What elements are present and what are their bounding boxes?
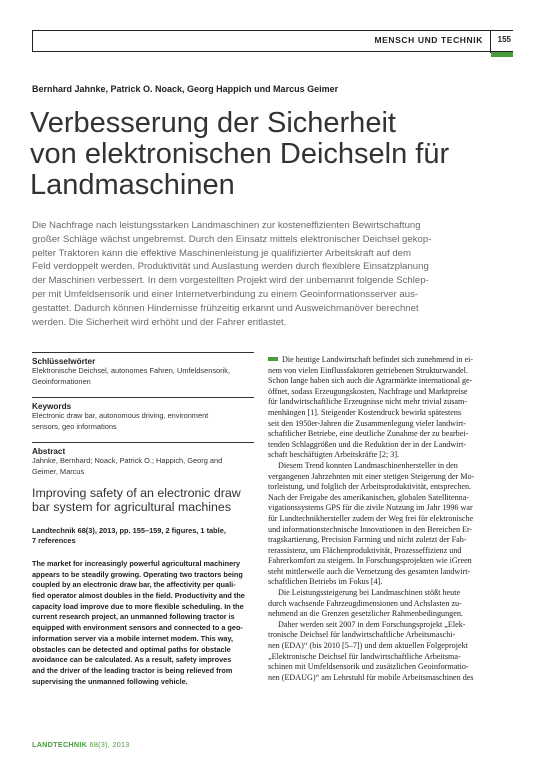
abstract-line: current research project, an unmanned following tractor is bbox=[32, 612, 235, 622]
body-line: vigationssystems GPS für die zivile Nutzung im Jahr 1996 war bbox=[268, 503, 473, 513]
body-line: schaftlicher Betriebe, eine deutliche Zunahme der zu bearbei- bbox=[268, 429, 469, 439]
body-line: tronische Deichsel für landwirtschaftliche Arbeitsmaschi- bbox=[268, 630, 456, 640]
abstract-line: appears to be steadily growing. Operating two tractors being bbox=[32, 569, 243, 579]
sidebar-column bbox=[32, 352, 254, 687]
title-line: Verbesserung der Sicherheit bbox=[30, 107, 396, 139]
abstract-line: obstacles can be detected and optimal paths for obstacle bbox=[32, 644, 231, 654]
running-header bbox=[32, 30, 513, 52]
keywords-line: Geoinformationen bbox=[32, 376, 91, 386]
body-line: und informationstechnische Innovationen in den Bereichen Er- bbox=[268, 524, 473, 534]
lead-line: Feld verdoppelt werden. Produktivität und Auslastung werden durch flexiblere Einsatzplanung bbox=[32, 261, 429, 273]
abstract-line: avoidance can be calculated. As a result, safety improves bbox=[32, 655, 232, 665]
lead-line: Die Nachfrage nach leistungsstarken Landmaschinen zur kosteneffizienten Bewirtschaftung bbox=[32, 220, 421, 231]
english-title bbox=[32, 486, 254, 515]
body-line: steht mittlerweile auch die Vernetzung des gesamten landwirt- bbox=[268, 566, 471, 576]
keywords-en-heading: Keywords bbox=[32, 402, 72, 412]
body-line bbox=[268, 355, 513, 366]
body-line: Daher werden seit 2007 in dem Forschungsprojekt „Elek- bbox=[278, 619, 466, 629]
abstract-author-line: Geimer, Marcus bbox=[32, 466, 85, 476]
abstract-line: coupled by an electronic draw bar, the affectivity per quali- bbox=[32, 580, 236, 590]
lead-line: pelter Traktoren kann die effektive Maschinenleistung je qualifizierter Arbeitskraft auf dem bbox=[32, 247, 411, 259]
reference-line: Landtechnik 68(3), 2013, pp. 155–159, 2 figures, 1 table, bbox=[32, 525, 226, 535]
body-line: für landwirtschaftliche Erzeugnisse nicht mehr trivial zusam- bbox=[268, 397, 467, 407]
body-line: vergangenen Jahrzehnten mit einer stetigen Steigerung der Mo- bbox=[268, 471, 475, 481]
body-line: durch wachsende Fahrzeugdimensionen und Achslasten zu- bbox=[268, 598, 462, 608]
abstract-line: and the driver of the leading tractor is being relieved from bbox=[32, 665, 233, 675]
body-line-text: Die heutige Landwirtschaft befindet sich zunehmend in ei- bbox=[282, 355, 474, 364]
abstract-line: fied operator almost doubles in the field. Productivity and the bbox=[32, 591, 245, 601]
body-line: torleistung, und folglich der Arbeitsproduktivität, entsprechen. bbox=[268, 482, 472, 492]
abstract-line: The market for increasingly powerful agricultural machinery bbox=[32, 558, 241, 568]
reference-line: 7 references bbox=[32, 536, 76, 546]
section-rule bbox=[32, 352, 254, 353]
title-line: Landmaschinen bbox=[30, 169, 235, 201]
paragraph-marker-icon bbox=[268, 357, 278, 361]
body-line: rerassistenz, um Flächenproduktivität, Prozesseffizienz und bbox=[268, 545, 462, 555]
body-line: nehmend an die Grenzen gesetzlicher Rahmenbedingungen. bbox=[268, 609, 463, 619]
body-line: seit den 1950er-Jahren die Zusammenlegung vieler landwirt- bbox=[268, 418, 466, 428]
abstract-heading: Abstract bbox=[32, 447, 66, 457]
body-line: öffnet, sodass Erzeugungskosten, Nachfrage und Marktpreise bbox=[268, 386, 468, 396]
body-line: tenden Schlaggrößen und die Reduktion der in der Landwirt- bbox=[268, 439, 467, 449]
abstract-line: information server via a mobile internet modem. This way, bbox=[32, 633, 233, 643]
title-line: von elektronischen Deichseln für bbox=[30, 138, 450, 170]
authors: Bernhard Jahnke, Patrick O. Noack, Georg Happich und Marcus Geimer bbox=[32, 84, 339, 94]
lead-line: per mit Umfeldsensorik und einer Internetverbindung zu einem Geoinformationsserver aus- bbox=[32, 288, 419, 300]
keywords-line: Elektronische Deichsel, autonomes Fahren, Umfeldsensorik, bbox=[32, 366, 230, 375]
body-line: menhängen [1]. Steigender Kostendruck bewirkt spätestens bbox=[268, 407, 462, 417]
section-rule bbox=[32, 397, 254, 398]
body-line: „Elektronische Deichsel für landwirtschaftliche Arbeitsma- bbox=[268, 651, 461, 661]
body-line: Fahrerkomfort zu steigern. In Forschungsprojekten wie iGreen bbox=[268, 556, 472, 566]
section-label: MENSCH UND TECHNIK bbox=[374, 35, 483, 45]
lead-line: großer Schläge wächst ungebremst. Durch den Einsatz mittels elektronischer Deichsel gekop- bbox=[32, 233, 432, 245]
body-line: Nach der Freigabe des amerikanischen, globalen Satellitenna- bbox=[268, 492, 470, 502]
body-line: für Landtechnikhersteller zudem der Weg frei für elektronische bbox=[268, 513, 474, 523]
abstract-line: supervising the unmanned following vehicle. bbox=[32, 676, 188, 686]
abstract-authors bbox=[32, 456, 254, 477]
lead-line: der Maschinen verbessert. In dem vorgestellten Projekt wird der unbemannt folgende Schlep- bbox=[32, 275, 429, 287]
footer-journal: LANDTECHNIK bbox=[32, 740, 88, 749]
body-column bbox=[268, 355, 513, 683]
section-rule bbox=[32, 442, 254, 443]
lead-line: gestattet. Dadurch können Hindernisse frühzeitig erkannt und Ausweichmanöver berechnet bbox=[32, 302, 419, 314]
abstract-line: equipped with environment sensors and connected to a geo- bbox=[32, 623, 243, 633]
lead-paragraph bbox=[32, 219, 510, 329]
header-divider bbox=[490, 31, 491, 53]
abstract-line: capacity load improve due to more flexible scheduling. In the bbox=[32, 601, 244, 611]
keywords-de bbox=[32, 366, 254, 387]
body-line: nem von vielen Einflussfaktoren getriebenen Strukturwandel. bbox=[268, 365, 468, 375]
page-footer bbox=[32, 740, 130, 749]
body-line: Die Leistungssteigerung bei Landmaschinen stößt heute bbox=[278, 588, 461, 598]
footer-issue: 68(3), 2013 bbox=[89, 740, 130, 749]
body-line: tragskartierung, Precision Farming und nicht zuletzt der Fah- bbox=[268, 535, 467, 545]
english-title-line: Improving safety of an electronic draw bbox=[32, 485, 241, 500]
body-line: schaft beschäftigten Arbeitskräfte [2; 3]. bbox=[268, 450, 400, 460]
keywords-en bbox=[32, 411, 254, 432]
body-line: schinen mit Umfeldsensorik und zusätzlichen Geoinformatio- bbox=[268, 662, 469, 672]
abstract-author-line: Jahnke, Bernhard; Noack, Patrick O.; Happich, Georg and bbox=[32, 456, 223, 466]
body-line: Schon lange haben sich auch die Agrarmärkte international ge- bbox=[268, 376, 473, 386]
lead-line: werden. Die Sicherheit wird erhöht und der Fahrer entlastet. bbox=[32, 316, 287, 328]
body-line: nen (EDA)“ (bis 2010 [5–7]) und dem aktuellen Folgeprojekt bbox=[268, 641, 468, 651]
accent-tab bbox=[491, 52, 513, 57]
english-title-line: bar system for agricultural machines bbox=[32, 500, 232, 515]
keywords-line: sensors, geo informations bbox=[32, 421, 117, 431]
keywords-line: Electronic draw bar, autonomous driving, environment bbox=[32, 411, 209, 421]
citation-reference bbox=[32, 526, 254, 547]
keywords-de-heading: Schlüsselwörter bbox=[32, 357, 96, 366]
article-title bbox=[30, 108, 510, 201]
body-line: Diesem Trend konnten Landmaschinenhersteller in den bbox=[278, 460, 458, 470]
english-abstract bbox=[32, 559, 254, 687]
page-number: 155 bbox=[497, 35, 511, 44]
body-line: nen (EDAUG)“ am Lehrstuhl für mobile Arbeitsmaschinen des bbox=[268, 672, 474, 682]
body-line: schaftlichen Betriebs im Fokus [4]. bbox=[268, 577, 383, 587]
